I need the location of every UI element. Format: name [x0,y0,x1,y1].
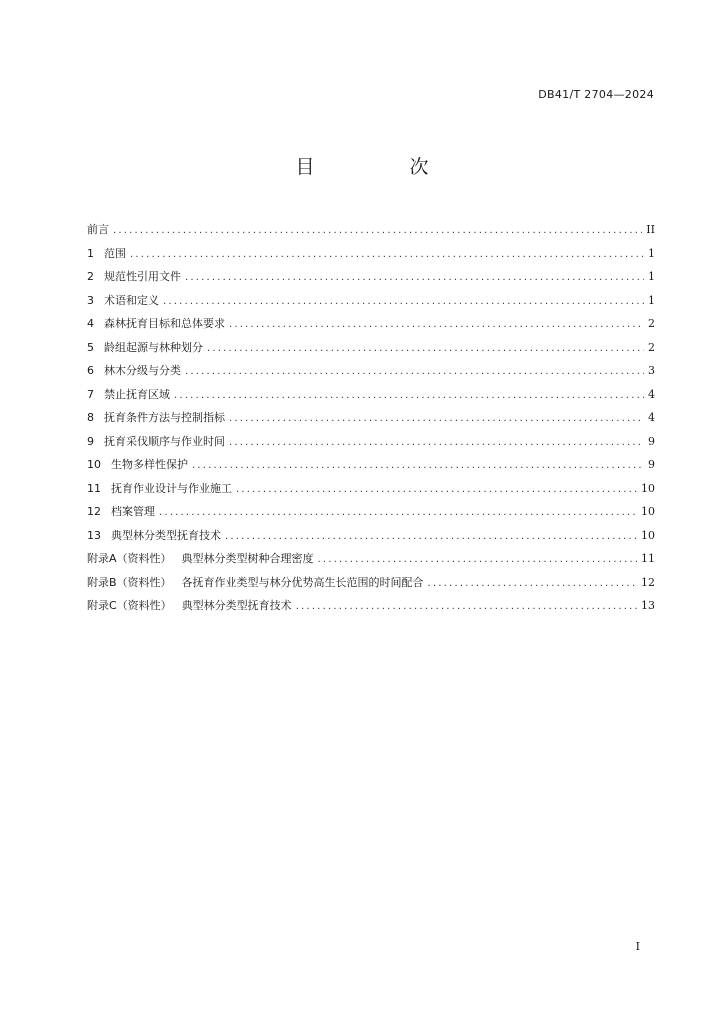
toc-leader-dots [236,478,637,502]
toc-entry-label: 典型林分类型树种合理密度 [181,552,314,565]
toc-entry-preface[interactable] [87,218,655,242]
toc-entry-label: 各抚育作业类型与林分优势高生长范围的时间配合 [181,575,424,589]
table-of-contents [87,218,655,618]
toc-entry-number: 11 [87,481,101,495]
toc-entry-page: 2 [648,340,655,354]
toc-leader-dots [296,595,637,619]
toc-entry-number: 附录C（资料性） [87,599,172,612]
toc-entry-8[interactable] [87,406,655,430]
toc-entry-page: 1 [648,293,655,307]
toc-leader-dots [229,431,644,455]
toc-entry-label: 抚育采伐顺序与作业时间 [104,434,225,448]
toc-leader-dots [225,525,637,549]
toc-entry-label: 档案管理 [111,505,155,518]
toc-entry-label: 术语和定义 [104,293,159,307]
toc-entry-label: 范围 [104,246,126,260]
toc-entry-number: 3 [87,293,94,307]
toc-entry-number: 4 [87,317,94,330]
toc-leader-dots [130,243,644,267]
toc-leader-dots [163,290,644,314]
toc-entry-label: 禁止抚育区域 [104,387,170,401]
toc-entry-page: 9 [648,434,655,448]
toc-entry-page: 3 [648,364,655,377]
toc-leader-dots [428,572,637,596]
toc-entry-label: 生物多样性保护 [111,458,188,471]
toc-entry-label: 抚育作业设计与作业施工 [111,481,232,495]
toc-entry-12[interactable] [87,500,655,524]
toc-entry-number: 1 [87,246,94,260]
toc-leader-dots [159,501,637,525]
toc-entry-label: 林木分级与分类 [104,364,181,377]
toc-entry-9[interactable] [87,430,655,454]
toc-entry-10[interactable] [87,453,655,477]
toc-entry-4[interactable] [87,312,655,336]
toc-entry-label: 森林抚育目标和总体要求 [104,317,225,330]
toc-entry-page: 10 [641,481,655,495]
toc-entry-label: 典型林分类型抚育技术 [111,528,221,542]
toc-entry-page: 10 [641,505,655,518]
toc-entry-page: 12 [641,575,655,589]
toc-entry-appendix-b[interactable] [87,571,655,595]
toc-leader-dots [174,384,644,408]
toc-entry-11[interactable] [87,477,655,501]
document-code: DB41/T 2704—2024 [538,88,654,101]
toc-leader-dots [318,548,637,572]
toc-entry-label: 规范性引用文件 [104,270,181,283]
toc-entry-page: II [646,223,655,236]
toc-entry-number: 6 [87,364,94,377]
toc-entry-3[interactable] [87,289,655,313]
toc-entry-page: 13 [641,599,655,612]
toc-entry-page: 1 [648,246,655,260]
toc-entry-number: 附录A（资料性） [87,552,172,565]
toc-leader-dots [192,454,644,478]
toc-entry-number: 9 [87,434,94,448]
toc-entry-label: 龄组起源与林种划分 [104,340,203,354]
toc-entry-label: 典型林分类型抚育技术 [181,599,292,612]
toc-entry-page: 4 [648,411,655,424]
toc-entry-page: 10 [641,528,655,542]
toc-entry-1[interactable] [87,242,655,266]
toc-entry-number: 10 [87,458,101,471]
toc-entry-label: 前言 [87,223,109,236]
toc-entry-number: 13 [87,528,101,542]
toc-leader-dots [229,313,644,337]
toc-entry-7[interactable] [87,383,655,407]
toc-leader-dots [185,360,644,384]
toc-entry-label: 抚育条件方法与控制指标 [104,411,225,424]
toc-entry-appendix-c[interactable] [87,594,655,618]
page-number: I [635,940,640,953]
toc-title: 目 次 [295,156,467,178]
toc-entry-page: 9 [648,458,655,471]
toc-leader-dots [229,407,644,431]
toc-entry-6[interactable] [87,359,655,383]
toc-leader-dots [207,337,644,361]
toc-entry-number: 2 [87,270,94,283]
toc-leader-dots [113,219,642,243]
toc-entry-number: 7 [87,387,94,401]
toc-entry-13[interactable] [87,524,655,548]
toc-entry-number: 5 [87,340,94,354]
toc-entry-appendix-a[interactable] [87,547,655,571]
toc-leader-dots [185,266,644,290]
toc-entry-page: 11 [641,552,655,565]
toc-entry-number: 12 [87,505,101,518]
toc-entry-page: 1 [648,270,655,283]
toc-entry-page: 4 [648,387,655,401]
toc-entry-2[interactable] [87,265,655,289]
toc-entry-number: 附录B（资料性） [87,575,172,589]
toc-entry-number: 8 [87,411,94,424]
toc-entry-page: 2 [648,317,655,330]
toc-entry-5[interactable] [87,336,655,360]
